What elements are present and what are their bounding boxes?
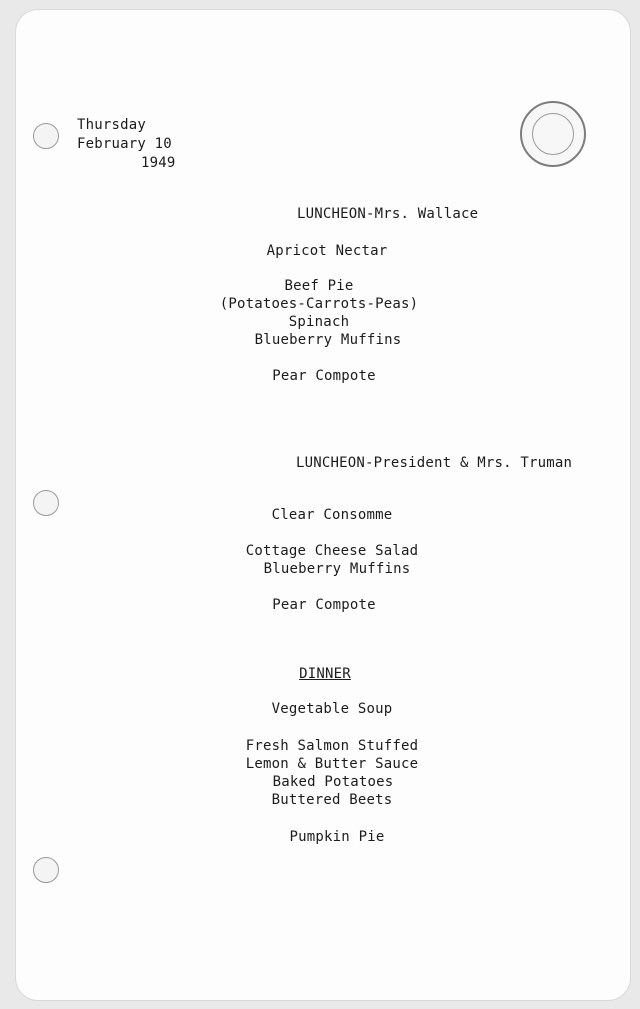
menu-item: Blueberry Muffins [263,561,411,577]
menu-item: Apricot Nectar [266,243,388,259]
menu-item: (Potatoes-Carrots-Peas) [219,296,419,312]
menu-item: Pear Compote [272,597,376,613]
menu-item: Pumpkin Pie [289,829,385,845]
binder-hole [33,490,59,516]
menu-item: Cottage Cheese Salad [245,543,419,559]
menu-item: Blueberry Muffins [254,332,402,348]
date-month-day: February 10 [77,136,172,152]
section-heading: LUNCHEON-President & Mrs. Truman [296,455,573,471]
menu-item: Buttered Beets [271,792,393,808]
menu-item: Pear Compote [272,368,376,384]
menu-item: Beef Pie [284,278,354,294]
section-heading: DINNER [299,666,351,682]
date-year: 1949 [141,155,176,171]
menu-item: Vegetable Soup [271,701,393,717]
binder-hole [33,857,59,883]
binder-hole [33,123,59,149]
menu-page [16,10,630,1000]
menu-item: Spinach [288,314,350,330]
menu-item: Clear Consomme [271,507,393,523]
section-heading: LUNCHEON-Mrs. Wallace [297,206,479,222]
menu-item: Lemon & Butter Sauce [245,756,419,772]
date-day: Thursday [77,117,147,133]
menu-item: Fresh Salmon Stuffed [245,738,419,754]
menu-item: Baked Potatoes [272,774,394,790]
archive-seal-icon [520,101,586,167]
seal-inner-ring [532,113,574,155]
